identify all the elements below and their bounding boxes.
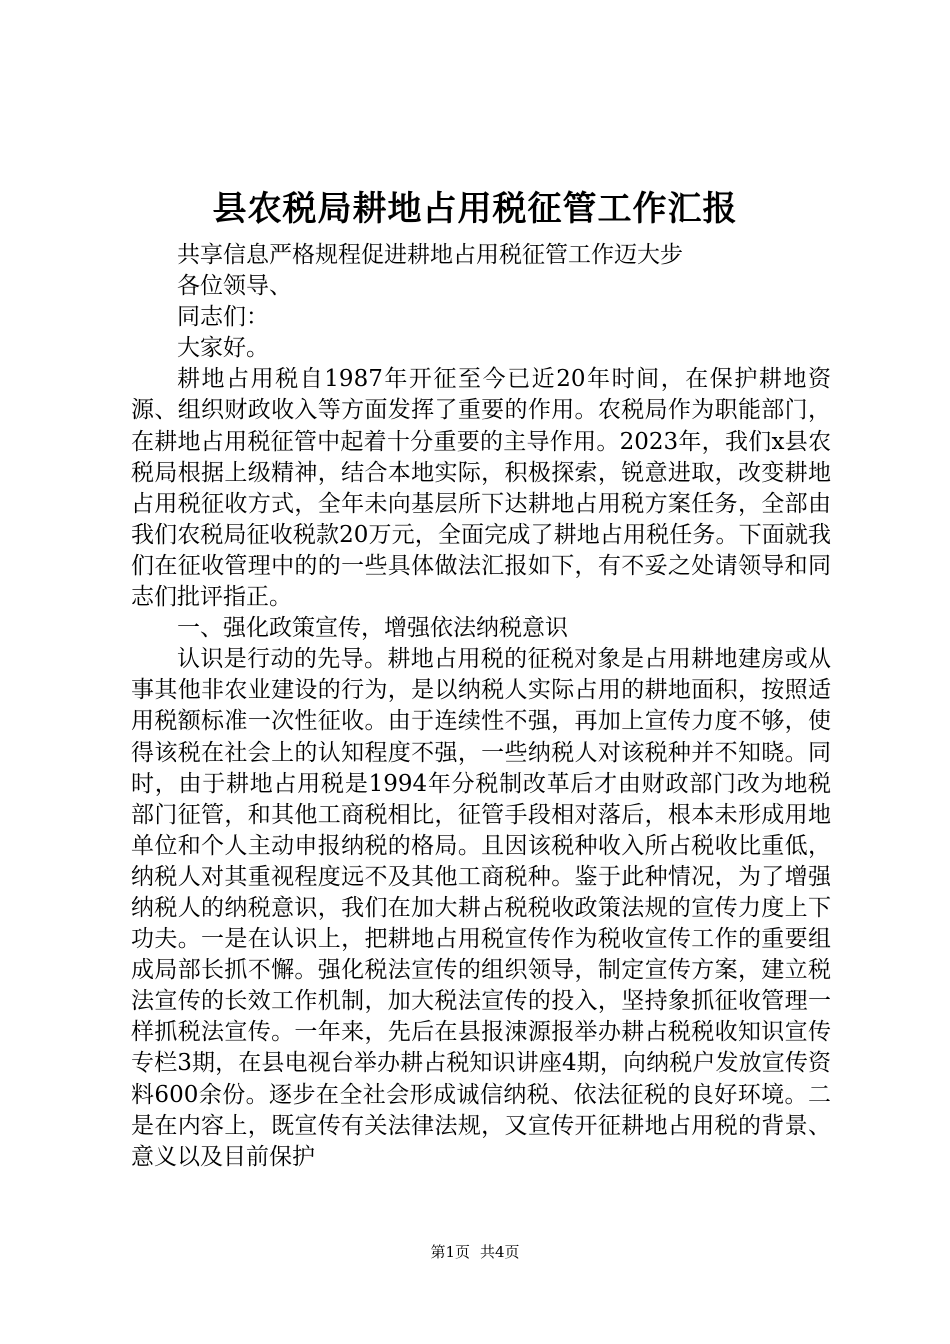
greeting-paragraph: 大家好。: [177, 335, 269, 362]
document-title: 县农税局耕地占用税征管工作汇报: [212, 189, 738, 229]
salutation-comrades: 同志们：: [177, 304, 269, 331]
page-total: 共4页: [480, 1243, 520, 1261]
section-heading-1: 一、强化政策宣传，增强依法纳税意识: [177, 615, 568, 642]
section-1-paragraph: 认识是行动的先导。耕地占用税的征税对象是占用耕地建房或从事其他非农业建设的行为，是以纳税人实际占用的耕地面积，按照适用税额标准一次性征收。由于连续性不强，再加上宣传力度不够，使得该税在社会上的认知程度不强，一些纳税人对该税种并不知晓。同时，由于耕地占用税是1994年分税制改革后才由财政部门改为地税部门征管，和其他工商税相比，征管手段相对落后，根本未形成用地单位和个人主动申报纳税的格局。且因该税种收入所占税收比重低，纳税人对其重视程度远不及其他工商税种。鉴于此种情况，为了增强纳税人的纳税意识，我们在加大耕占税税收政策法规的宣传力度上下功夫。一是在认识上，把耕地占用税宣传作为税收宣传工作的重要组成局部长抓不懈。强化税法宣传的组织领导，制定宣传方案，建立税法宣传的长效工作机制，加大税法宣传的投入，坚持象抓征收管理一样抓税法宣传。一年来，先后在县报涑源报举办耕占税税收知识宣传专栏3期，在县电视台举办耕占税知识讲座4期，向纳税户发放宣传资料600余份。逐步在全社会形成诚信纳税、依法征税的良好环境。二是在内容上，既宣传有关法律法规，又宣传开征耕地占用税的背景、意义以及目前保护: [131, 646, 831, 1170]
document-body: [131, 240, 831, 1173]
page-number: 第1页: [430, 1243, 470, 1261]
page-footer: [0, 1242, 950, 1262]
subtitle-paragraph: 共享信息严格规程促进耕地占用税征管工作迈大步: [177, 242, 683, 268]
salutation-leaders: 各位领导、: [177, 273, 292, 300]
intro-paragraph: 耕地占用税自1987年开征至今已近20年时间，在保护耕地资源、组织财政收入等方面发挥了重要的作用。农税局作为职能部门，在耕地占用税征管中起着十分重要的主导作用。2023年，我们x县农税局根据上级精神，结合本地实际，积极探索，锐意进取，改变耕地占用税征收方式，全年未向基层所下达耕地占用税方案任务，全部由我们农税局征收税款20万元，全面完成了耕地占用税任务。下面就我们在征收管理中的的一些具体做法汇报如下，有不妥之处请领导和同志们批评指正。: [131, 366, 831, 611]
